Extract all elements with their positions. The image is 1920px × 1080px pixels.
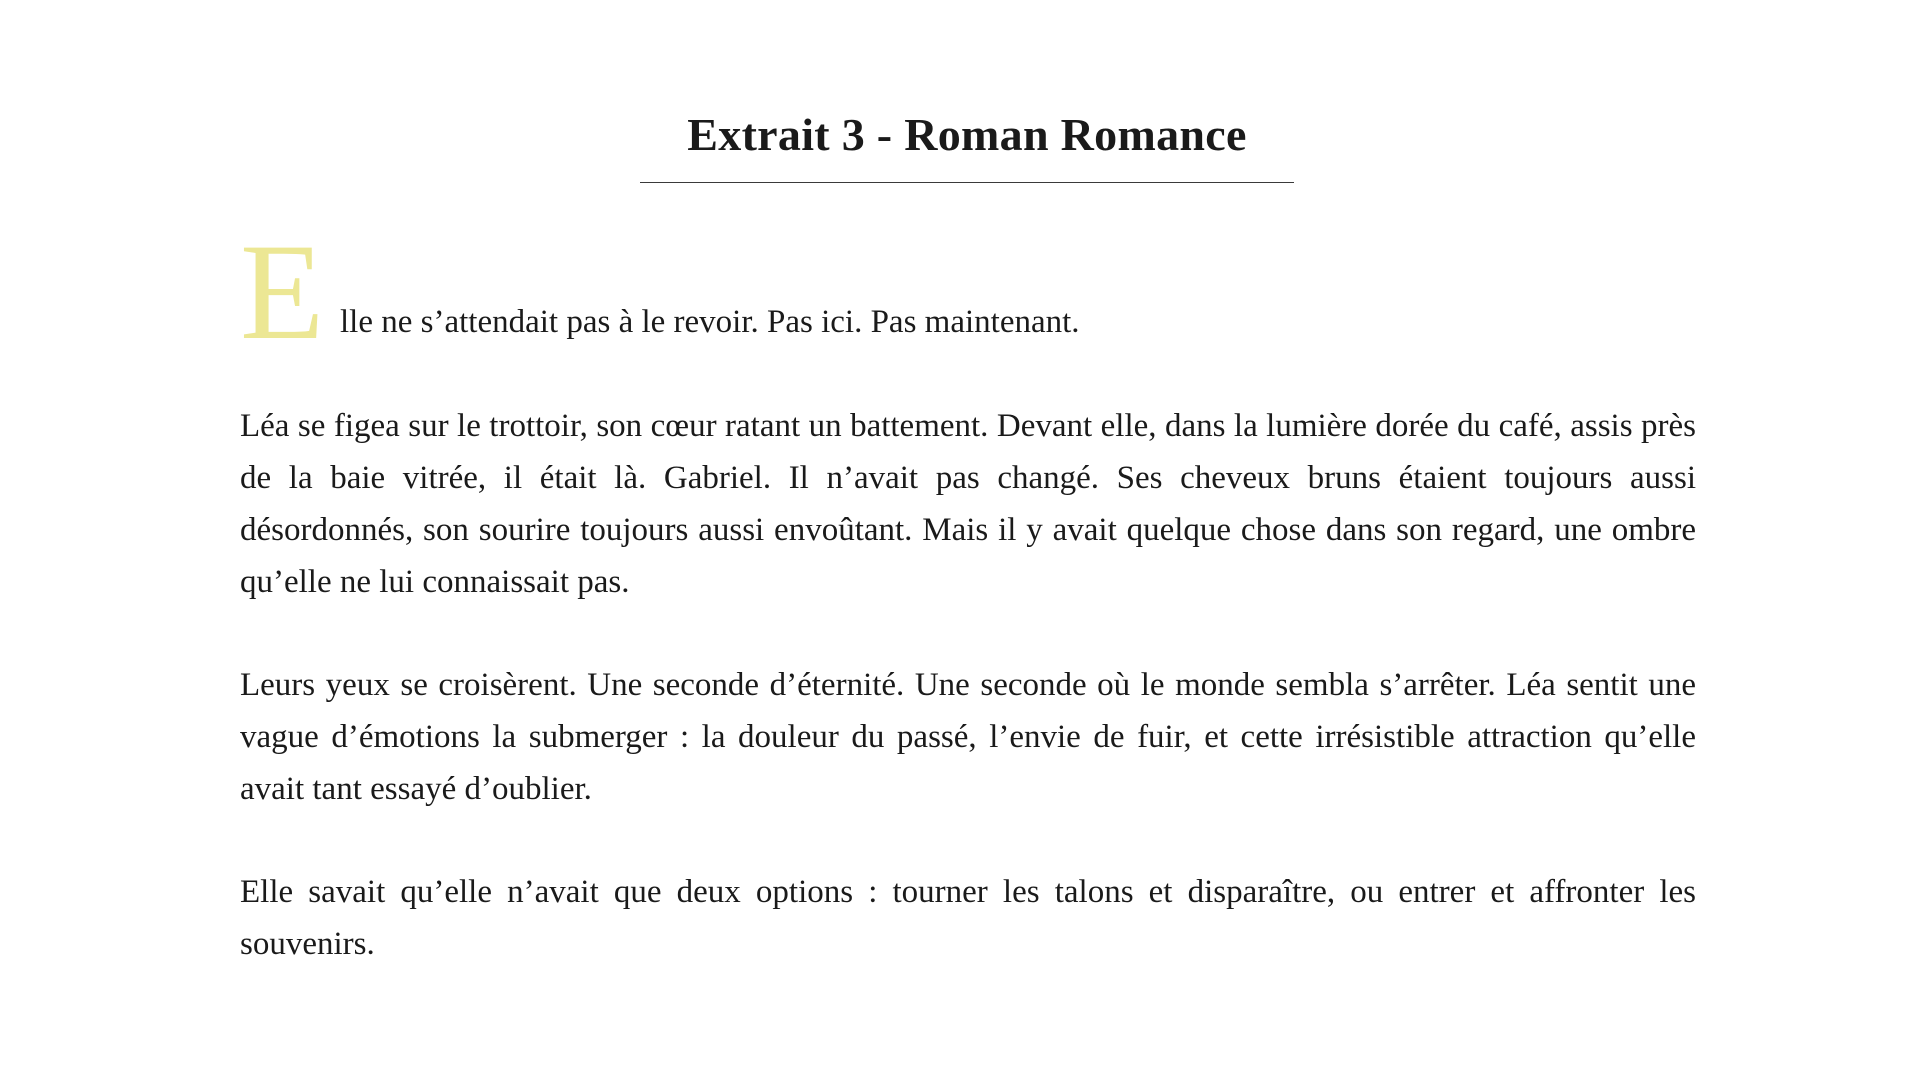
paragraph-4: Elle savait qu’elle n’avait que deux options : tourner les talons et disparaître, ou entrer et affronter les souvenirs. bbox=[240, 874, 1696, 962]
paragraph-1 bbox=[240, 215, 1696, 368]
page-title: Extrait 3 - Roman Romance bbox=[687, 109, 1247, 160]
paragraph-3: Leurs yeux se croisèrent. Une seconde d’éternité. Une seconde où le monde sembla s’arrêter. Léa sentit une vague d’émotions la submerger : la douleur du passé, l’envie de fuir, et cette irrésistible attraction qu’elle avait tant essayé d’oublier. bbox=[240, 667, 1696, 807]
paragraph-2: Léa se figea sur le trottoir, son cœur ratant un battement. Devant elle, dans la lumière dorée du café, assis près de la baie vitrée, il était là. Gabriel. Il n’avait pas changé. Ses cheveux bruns étaient toujours aussi désordonnés, son sourire toujours aussi envoûtant. Mais il y avait quelque chose dans son regard, une ombre qu’elle ne lui connaissait pas. bbox=[240, 408, 1696, 600]
paragraph-1-text: lle ne s’attendait pas à le revoir. Pas ici. Pas maintenant. bbox=[340, 304, 1080, 340]
title-underline bbox=[640, 182, 1294, 183]
excerpt-body bbox=[240, 215, 1696, 1021]
drop-cap: E bbox=[240, 215, 325, 368]
